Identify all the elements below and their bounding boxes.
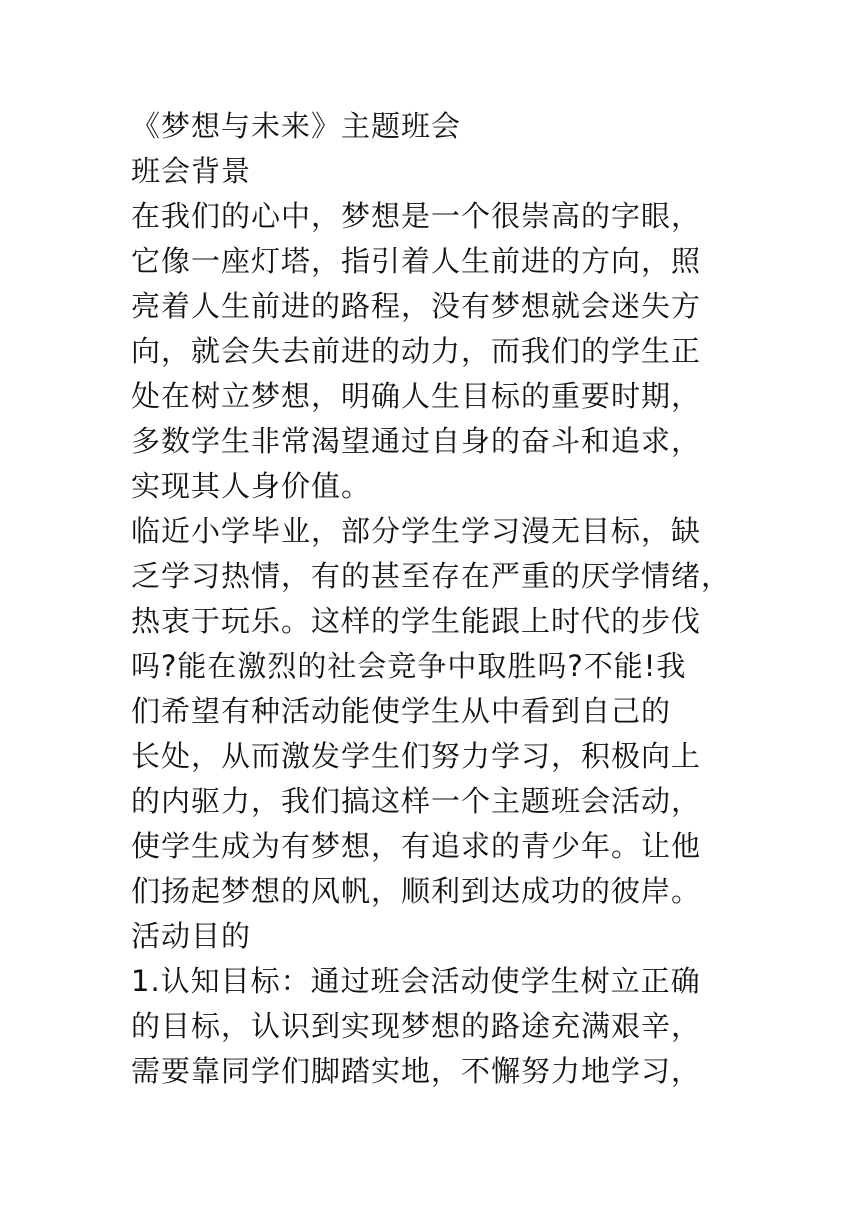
goal-line: 1.认知目标：通过班会活动使学生树立正确: [131, 964, 701, 998]
goal-line: 需要靠同学们脚踏实地，不懈努力地学习，: [131, 1054, 702, 1088]
paragraph-line: 亮着人生前进的路程，没有梦想就会迷失方: [131, 289, 702, 323]
paragraph-line: 们扬起梦想的风帆，顺利到达成功的彼岸。: [131, 874, 702, 908]
paragraph-line: 它像一座灯塔，指引着人生前进的方向，照: [131, 244, 702, 278]
paragraph-line: 长处，从而激发学生们努力学习，积极向上: [131, 739, 702, 773]
paragraph-line: 实现其人身价值。: [131, 469, 372, 503]
goal-line: 的目标，认识到实现梦想的路途充满艰辛，: [131, 1009, 702, 1043]
paragraph-line: 使学生成为有梦想，有追求的青少年。让他: [131, 829, 702, 863]
paragraph-line: 的内驱力，我们搞这样一个主题班会活动，: [131, 784, 702, 818]
paragraph-line: 吗?能在激烈的社会竞争中取胜吗?不能!我: [131, 649, 687, 683]
paragraph-line: 在我们的心中，梦想是一个很崇高的字眼，: [131, 199, 702, 233]
paragraph-line: 热衷于玩乐。这样的学生能跟上时代的步伐: [131, 604, 702, 638]
paragraph-line: 临近小学毕业，部分学生学习漫无目标，缺: [131, 514, 702, 548]
paragraph-line: 向，就会失去前进的动力，而我们的学生正: [131, 334, 702, 368]
paragraph-line: 们希望有种活动能使学生从中看到自己的: [131, 694, 672, 728]
paragraph-line: 多数学生非常渴望通过自身的奋斗和追求，: [131, 424, 702, 458]
section-heading-goals: 活动目的: [131, 919, 252, 953]
document-title: 《梦想与未来》主题班会: [131, 109, 462, 143]
section-heading-background: 班会背景: [131, 154, 252, 188]
document-body: [131, 104, 731, 1094]
paragraph-line: 处在树立梦想，明确人生目标的重要时期，: [131, 379, 702, 413]
paragraph-line: 乏学习热情，有的甚至存在严重的厌学情绪，: [131, 559, 732, 593]
